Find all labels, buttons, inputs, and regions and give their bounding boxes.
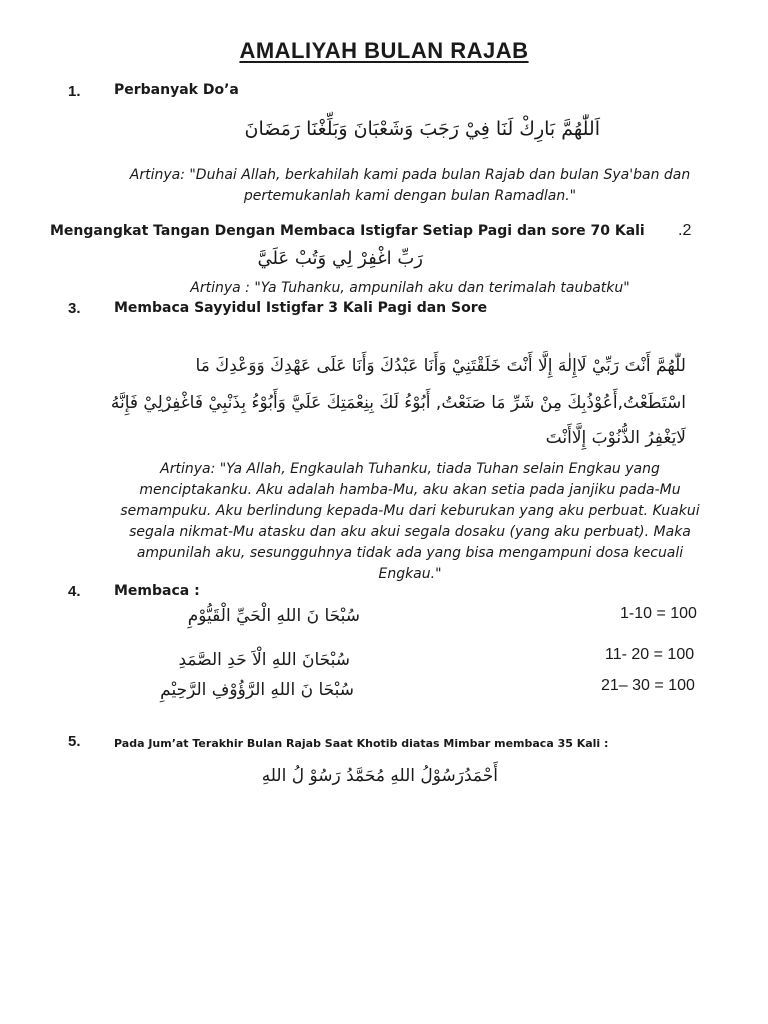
- translation-line: segala nikmat-Mu atasku dan aku akui segala dosaku (yang aku perbuat). Maka: [129, 524, 691, 540]
- section4-item3-arabic: سُبْحَا نَ اللهِ الرَّؤُوْفِ الرَّحِيْمِ: [160, 680, 354, 700]
- section2-heading: Mengangkat Tangan Dengan Membaca Istigfar Setiap Pagi dan sore 70 Kali: [50, 223, 645, 239]
- section4-heading: Membaca :: [114, 583, 200, 599]
- section5-arabic: أَحْمَدُرَسُوْلُ اللهِ مُحَمَّدُ رَسُوْ لُ اللهِ: [261, 766, 498, 786]
- section2-number: .2: [678, 222, 692, 239]
- section4-item2-count: 11- 20 = 100: [605, 646, 695, 663]
- section3-arabic-line2: اسْتَطَعْتُ,أَعُوْذُبِكَ مِنْ شَرِّ مَا صَنَعْتُ, أَبُوْءُ لَكَ بِنِعْمَتِكَ عَلَيَّ وَأَبُوْءُ بِذَنْبِيْ فَاغْفِرْلِيْ فَإِنَّهُ: [110, 393, 686, 413]
- section1-arabic: اَللّٰهُمَّ بَارِكْ لَنَا فِيْ رَجَبَ وَشَعْبَانَ وَبَلِّغْنَا رَمَضَانَ: [244, 118, 600, 140]
- section4-item1-arabic: سُبْحَا نَ اللهِ الْحَيِّ الْقَيُّوْمِ: [187, 606, 360, 626]
- section4-item1-count: 1-10 = 100: [620, 605, 697, 622]
- translation-line: Artinya: "Ya Allah, Engkaulah Tuhanku, tiada Tuhan selain Engkau yang: [160, 461, 660, 477]
- section2-arabic: رَبِّ اغْفِرْ لِي وَتُبْ عَلَيَّ: [257, 248, 423, 269]
- section5-heading: Pada Jum’at Terakhir Bulan Rajab Saat Khotib diatas Mimbar membaca 35 Kali :: [114, 737, 609, 750]
- section4-item2-arabic: سُبْحَانَ اللهِ الْاَ حَدِ الصَّمَدِ: [178, 650, 350, 670]
- translation-line: ampunilah aku, sesungguhnya tidak ada yang bisa mengampuni dosa kecuali: [136, 545, 684, 561]
- section3-arabic-line3: لَايَغْفِرُ الذُّنُوْبَ إِلَّاأَنْتَ: [545, 428, 686, 448]
- section3-number: 3.: [68, 300, 81, 317]
- section4-item3-count: 21– 30 = 100: [601, 677, 695, 694]
- section1-translation-line2: pertemukanlah kami dengan bulan Ramadlan.": [243, 188, 577, 204]
- section1-translation-line1: Artinya: "Duhai Allah, berkahilah kami pada bulan Rajab dan bulan Sya'ban dan: [129, 167, 691, 183]
- section3-heading: Membaca Sayyidul Istigfar 3 Kali Pagi dan Sore: [114, 300, 488, 316]
- section1-number: 1.: [68, 83, 81, 100]
- page-title: AMALIYAH BULAN RAJAB: [239, 38, 529, 63]
- section3-translation: [110, 459, 710, 585]
- section5-number: 5.: [68, 733, 81, 750]
- section1-heading: Perbanyak Do’a: [114, 82, 239, 98]
- section2-translation: Artinya : "Ya Tuhanku, ampunilah aku dan terimalah taubatku": [190, 280, 630, 296]
- section4-number: 4.: [68, 583, 81, 600]
- translation-line: menciptakanku. Aku adalah hamba-Mu, aku akan setia pada janjiku pada-Mu: [139, 482, 681, 498]
- section3-arabic-line1: للّٰهُمَّ أَنْتَ رَبِّيْ لَاإِلٰهَ إِلَّا أَنْتَ خَلَقْتَنِيْ وَأَنَا عَبْدُكَ وَأَنَا عَلَى عَهْدِكَ وَوَعْدِكَ مَا: [195, 356, 686, 376]
- translation-line: Engkau.": [378, 566, 442, 582]
- translation-line: semampuku. Aku berlindung kepada-Mu dari keburukan yang aku perbuat. Kuakui: [120, 503, 700, 519]
